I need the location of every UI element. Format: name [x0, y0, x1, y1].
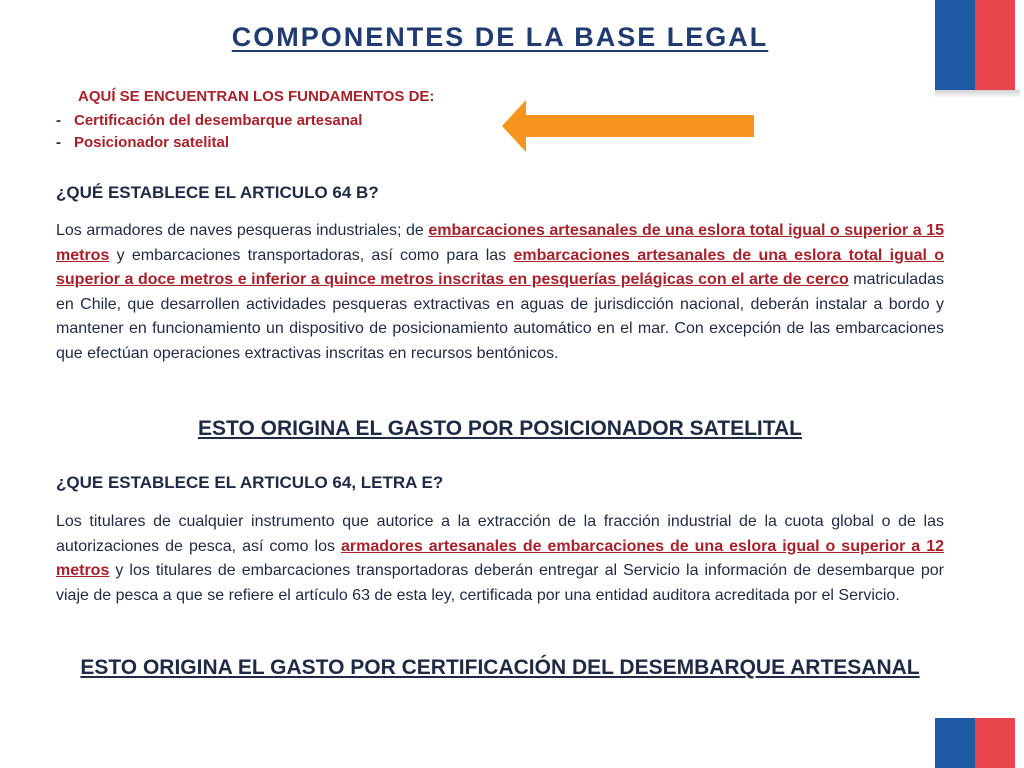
- result-satelital: ESTO ORIGINA EL GASTO POR POSICIONADOR SATELITAL: [198, 417, 802, 440]
- paragraph-text: matriculadas en Chile, que desarrollen actividades pesqueras extractivas en aguas de jurisdicción nacional, deberán instalar a bordo y mantener en funcionamiento un dispositivo de posicionamiento automático en el mar. Con excepción de las embarcaciones que efectúan operaciones extractivas inscritas en recursos bentónicos.: [56, 271, 944, 362]
- list-item: [56, 110, 362, 132]
- bullet-marker: -: [56, 134, 61, 151]
- paragraph-article-64e: [56, 510, 944, 608]
- highlighted-text: embarcaciones artesanales de una eslora total igual o superior a 15 metros: [56, 222, 944, 264]
- paragraph-text: y los titulares de embarcaciones transportadoras deberán entregar al Servicio la información de desembarque por viaje de pesca a que se refiere el artículo 63 de esta ley, certificada por una entidad auditora acreditada por el Servicio.: [56, 562, 944, 604]
- question-article-64e: ¿QUE ESTABLECE EL ARTICULO 64, LETRA E?: [56, 473, 444, 492]
- paragraph-text: Los armadores de naves pesqueras industriales; de: [56, 222, 429, 239]
- list-item-label: Certificación del desembarque artesanal: [74, 112, 363, 129]
- paragraph-text: Los titulares de cualquier instrumento que autorice a la extracción de la fracción industrial de la cuota global o de las autorizaciones de pesca, así como los: [56, 513, 944, 555]
- intro-text: AQUÍ SE ENCUENTRAN LOS FUNDAMENTOS DE:: [78, 88, 435, 105]
- left-arrow-icon: [502, 100, 757, 152]
- highlighted-text: embarcaciones artesanales de una eslora total igual o superior a doce metros e inferior a quince metros inscritas en pesquerías pelágicas con el arte de cerco: [56, 246, 945, 288]
- page-title: COMPONENTES DE LA BASE LEGAL: [231, 22, 769, 52]
- list-item-label: Posicionador satelital: [74, 134, 230, 151]
- paragraph-text: y embarcaciones transportadoras, así como para las: [109, 246, 514, 264]
- result-certificacion: ESTO ORIGINA EL GASTO POR CERTIFICACIÓN DEL DESEMBARQUE ARTESANAL: [80, 656, 920, 679]
- bullet-marker: -: [56, 112, 61, 129]
- fundamentos-list: [56, 110, 362, 154]
- paragraph-article-64b: [56, 219, 944, 366]
- chile-flag-icon: [935, 718, 1015, 768]
- question-article-64b: ¿QUÉ ESTABLECE EL ARTICULO 64 B?: [56, 183, 379, 202]
- highlighted-text: armadores artesanales de embarcaciones de una eslora igual o superior a 12 metros: [56, 537, 944, 579]
- flag-shadow: [935, 90, 1020, 98]
- list-item: [56, 132, 362, 154]
